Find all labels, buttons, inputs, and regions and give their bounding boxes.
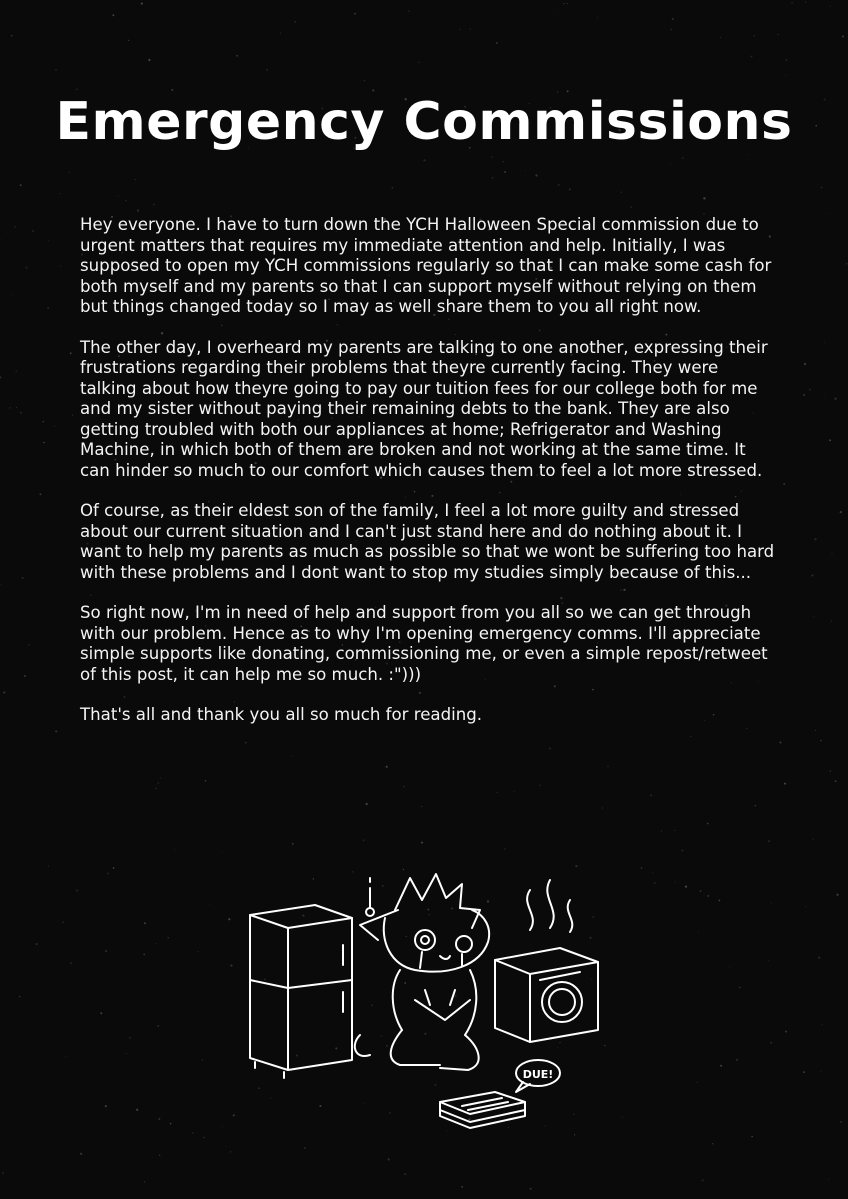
speckle-dot — [675, 830, 676, 831]
speckle-dot — [672, 18, 674, 20]
speckle-dot — [674, 882, 675, 883]
speckle-dot — [280, 33, 281, 34]
speckle-dot — [15, 371, 17, 373]
speckle-dot — [0, 583, 1, 585]
speckle-dot — [76, 88, 78, 90]
speckle-dot — [602, 808, 603, 809]
speckle-dot — [60, 265, 61, 266]
speckle-dot — [198, 951, 199, 952]
speckle-dot — [754, 35, 755, 36]
speckle-dot — [209, 904, 210, 905]
speckle-dot — [233, 1114, 235, 1116]
speckle-dot — [630, 206, 632, 208]
speckle-dot — [530, 1188, 532, 1190]
speckle-dot — [502, 161, 503, 162]
speckle-dot — [144, 1181, 146, 1183]
speckle-dot — [822, 1024, 823, 1025]
speckle-dot — [607, 766, 608, 767]
body-text — [80, 215, 780, 746]
speckle-dot — [174, 849, 175, 850]
speckle-dot — [24, 675, 26, 677]
speckle-dot — [812, 839, 813, 840]
speckle-dot — [813, 616, 814, 617]
speckle-dot — [141, 3, 143, 5]
speckle-dot — [784, 783, 786, 785]
speckle-dot — [11, 35, 12, 36]
speckle-dot — [292, 755, 293, 756]
speckle-dot — [295, 21, 296, 22]
speckle-dot — [32, 230, 34, 232]
speckle-dot — [137, 209, 139, 211]
speckle-dot — [671, 29, 673, 31]
speckle-dot — [113, 867, 115, 869]
speckle-dot — [266, 69, 268, 71]
speckle-dot — [811, 574, 813, 576]
speckle-dot — [62, 921, 64, 923]
speckle-dot — [136, 1109, 138, 1111]
speckle-dot — [43, 421, 44, 422]
speckle-dot — [770, 903, 771, 904]
speckle-dot — [549, 747, 551, 749]
speckle-dot — [11, 294, 12, 295]
speckle-dot — [641, 867, 642, 868]
speckle-dot — [814, 538, 816, 540]
speckle-dot — [504, 848, 506, 850]
speckle-dot — [785, 75, 786, 76]
speckle-dot — [404, 1173, 406, 1175]
speckle-dot — [22, 577, 24, 579]
speckle-dot — [403, 786, 405, 788]
speckle-dot — [818, 956, 820, 958]
page-title: Emergency Commissions — [55, 92, 793, 152]
speckle-dot — [840, 1121, 842, 1123]
speckle-dot — [830, 6, 831, 7]
speckle-dot — [223, 852, 224, 853]
speckle-dot — [525, 170, 526, 171]
speckle-dot — [770, 1042, 772, 1044]
speckle-dot — [112, 14, 114, 16]
speckle-dot — [20, 412, 22, 414]
speckle-dot — [155, 943, 156, 944]
speckle-dot — [555, 9, 556, 10]
speckle-dot — [14, 226, 16, 228]
speckle-dot — [226, 1146, 227, 1147]
speckle-dot — [461, 1186, 463, 1188]
speckle-dot — [836, 894, 838, 896]
speckle-dot — [421, 806, 422, 807]
speckle-dot — [364, 80, 365, 81]
speckle-dot — [654, 882, 656, 884]
speckle-dot — [153, 203, 155, 205]
speckle-dot — [292, 843, 294, 845]
broken-washing-machine-icon — [495, 948, 598, 1042]
speckle-dot — [685, 885, 687, 887]
speckle-dot — [157, 1025, 159, 1027]
speckle-dot — [777, 34, 778, 35]
speckle-dot — [171, 89, 173, 91]
speckle-dot — [69, 172, 70, 173]
speckle-dot — [388, 1158, 390, 1160]
speckle-dot — [107, 872, 109, 874]
speckle-dot — [2, 1172, 4, 1174]
speckle-dot — [805, 906, 806, 907]
speckle-dot — [514, 791, 515, 792]
speckle-dot — [105, 950, 107, 952]
speckle-dot — [803, 1071, 805, 1073]
speckle-dot — [155, 788, 156, 789]
speckle-dot — [755, 805, 756, 806]
speckle-dot — [48, 866, 49, 867]
speckle-dot — [492, 177, 494, 179]
speckle-dot — [408, 11, 409, 12]
speckle-dot — [697, 1082, 698, 1083]
speckle-dot — [65, 1056, 66, 1057]
speckle-dot — [460, 29, 461, 30]
speckle-dot — [9, 407, 11, 409]
crying-character — [355, 874, 489, 1070]
speckle-dot — [768, 960, 769, 961]
speckle-dot — [497, 792, 499, 794]
speckle-dot — [828, 1179, 829, 1180]
speckle-dot — [824, 394, 825, 395]
speckle-dot — [729, 967, 730, 968]
speckle-dot — [815, 730, 816, 731]
speckle-dot — [496, 42, 498, 44]
speckle-dot — [47, 307, 49, 309]
speckle-dot — [751, 56, 753, 58]
paragraph-situation: The other day, I overheard my parents are talking to one another, expressing their frustrations regarding their problems that theyre currently facing. They were talking about how theyre going to pay our tuition fees for our college both for me and my sister without paying their remaining debts to the bank. They are also getting troubled with both our appliances at home; Refrigerator and Washing Machine, in which both of them are broken and not working at the same time. It can hinder so much to our comfort which causes them to feel a lot more stressed. — [80, 337, 768, 480]
speckle-dot — [70, 962, 71, 963]
speckle-dot — [470, 28, 471, 29]
speckle-dot — [202, 1059, 204, 1061]
speckle-dot — [19, 996, 20, 997]
speckle-dot — [203, 1137, 204, 1138]
speckle-dot — [830, 770, 832, 772]
speckle-dot — [158, 783, 159, 784]
speckle-dot — [840, 511, 842, 513]
speckle-dot — [25, 266, 27, 268]
speckle-dot — [192, 1132, 193, 1133]
speckle-dot — [222, 1126, 223, 1127]
speckle-dot — [785, 1031, 787, 1033]
speckle-dot — [43, 442, 45, 444]
speckle-dot — [821, 187, 823, 189]
speckle-dot — [125, 200, 126, 201]
bills-stack-icon — [440, 1092, 525, 1128]
speckle-dot — [354, 13, 356, 15]
speckle-dot — [829, 439, 831, 441]
speckle-dot — [35, 943, 37, 945]
speckle-dot — [20, 184, 22, 186]
speckle-dot — [491, 156, 492, 157]
speckle-dot — [54, 426, 55, 427]
paragraph-request: So right now, I'm in need of help and support from you all so we can get through with our problem. Hence as to why I'm opening emergency comms. I'll appreciate simple supports like donating, commissioning me, or even a simple repost/retweet of this post, it can help me so much. :"))) — [80, 603, 768, 684]
speckle-dot — [249, 1197, 250, 1198]
speckle-dot — [100, 1012, 102, 1014]
speckle-dot — [719, 900, 721, 902]
speckle-dot — [703, 197, 705, 199]
speckle-dot — [540, 785, 541, 786]
speckle-dot — [148, 59, 150, 61]
speckle-dot — [230, 965, 232, 967]
speckle-dot — [700, 890, 702, 892]
speckle-dot — [55, 69, 56, 70]
speckle-dot — [160, 777, 161, 778]
speckle-dot — [28, 644, 30, 646]
thermometer-icon — [366, 878, 374, 916]
speckle-dot — [804, 363, 806, 365]
speckle-dot — [803, 394, 805, 396]
speckle-dot — [768, 840, 770, 842]
due-speech-bubble — [516, 1060, 560, 1092]
speckle-dot — [128, 40, 130, 42]
speckle-dot — [826, 213, 827, 214]
speckle-dot — [739, 987, 740, 988]
speckle-dot — [622, 1117, 623, 1118]
speckle-dot — [16, 407, 17, 408]
speckle-dot — [747, 154, 748, 155]
speckle-dot — [418, 62, 419, 63]
paragraph-intro: Hey everyone. I have to turn down the YCH Halloween Special commission due to urgent matters that requires my immediate attention and help. Initially, I was supposed to open my YCH commissions regularly so that I can make some cash for both myself and my parents so that I can support myself without relying on them but things changed today so I may as well share them to you all right now. — [80, 215, 772, 316]
speckle-dot — [720, 37, 721, 38]
speckle-dot — [170, 1123, 172, 1125]
speckle-dot — [809, 389, 811, 391]
speckle-dot — [0, 376, 1, 378]
speckle-dot — [143, 954, 145, 956]
speckle-dot — [363, 839, 365, 841]
speckle-dot — [230, 1151, 232, 1153]
speckle-dot — [621, 192, 622, 193]
speckle-dot — [712, 1143, 713, 1144]
speckle-dot — [421, 842, 423, 844]
speckle-dot — [834, 398, 836, 400]
smoke-lines-icon — [527, 880, 572, 932]
speckle-dot — [535, 174, 537, 176]
speckle-dot — [820, 740, 822, 742]
speckle-dot — [835, 780, 837, 782]
speckle-dot — [702, 1179, 704, 1181]
speckle-dot — [105, 1105, 107, 1107]
speckle-dot — [824, 342, 825, 343]
speckle-dot — [386, 766, 388, 768]
speckle-dot — [650, 795, 652, 797]
speckle-dot — [118, 195, 119, 196]
paragraph-thanks: That's all and thank you all so much for reading. — [80, 705, 483, 724]
speckle-dot — [751, 1136, 752, 1137]
speckle-dot — [3, 691, 5, 693]
speckle-dot — [504, 171, 506, 173]
speckle-dot — [563, 3, 565, 5]
speckle-dot — [783, 483, 785, 485]
speckle-dot — [820, 1071, 821, 1072]
speckle-dot — [366, 803, 368, 805]
speckle-dot — [698, 932, 699, 933]
speckle-dot — [228, 918, 230, 920]
speckle-dot — [129, 1037, 131, 1039]
speckle-dot — [143, 44, 144, 45]
speckle-dot — [48, 240, 49, 241]
speckle-dot — [831, 620, 832, 621]
speckle-dot — [558, 184, 560, 186]
speckle-dot — [597, 17, 598, 18]
speckle-dot — [785, 59, 787, 61]
speckle-dot — [6, 232, 7, 233]
speckle-dot — [423, 159, 425, 161]
speckle-dot — [72, 415, 73, 416]
speckle-dot — [55, 730, 57, 732]
speckle-dot — [791, 2, 792, 3]
paragraph-guilt: Of course, as their eldest son of the family, I feel a lot more guilty and stressed about our current situation and I can't just stand here and do nothing about it. I want to help my parents as much as possible so that we wont be suffering too hard with these problems and I dont want to stop my studies simply because of this... — [80, 501, 775, 582]
speckle-dot — [846, 263, 847, 264]
speckle-dot — [652, 872, 653, 873]
speckle-dot — [70, 352, 72, 354]
speckle-dot — [205, 780, 206, 781]
speckle-dot — [80, 1153, 82, 1155]
speckle-dot — [707, 895, 709, 897]
speckle-dot — [159, 1155, 160, 1156]
speckle-dot — [682, 157, 683, 158]
speckle-dot — [736, 1059, 738, 1061]
speckle-dot — [670, 163, 671, 164]
speckle-dot — [392, 187, 394, 189]
speckle-dot — [832, 553, 833, 554]
speckle-dot — [842, 36, 844, 38]
speckle-dot — [144, 922, 146, 924]
sad-character-illustration — [240, 870, 610, 1150]
speckle-dot — [39, 493, 41, 495]
speckle-dot — [707, 823, 709, 825]
speckle-dot — [720, 1065, 722, 1067]
speckle-dot — [135, 179, 136, 180]
speckle-dot — [76, 890, 78, 892]
speckle-dot — [236, 55, 238, 57]
speckle-dot — [567, 3, 568, 4]
broken-refrigerator-icon — [250, 905, 352, 1078]
speckle-dot — [569, 189, 571, 191]
speckle-dot — [681, 850, 683, 852]
speckle-dot — [661, 830, 662, 831]
speckle-dot — [158, 1118, 160, 1120]
speckle-dot — [126, 1053, 127, 1054]
speckle-dot — [575, 865, 577, 867]
speckle-dot — [59, 193, 60, 194]
speckle-dot — [805, 2, 806, 3]
bubble-text: DUE! — [522, 1068, 554, 1081]
speckle-dot — [168, 937, 169, 938]
